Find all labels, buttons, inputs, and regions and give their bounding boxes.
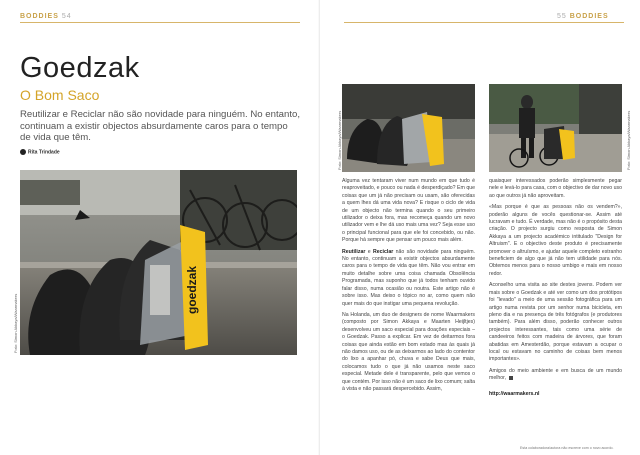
right-header-rule	[344, 22, 624, 23]
right-header-section: BODDIES	[569, 13, 609, 20]
col1-keyword-reciclar: Reciclar	[373, 248, 394, 255]
right-running-header	[557, 13, 609, 20]
bag-brand-text: goedzak	[185, 265, 199, 315]
cyclist-taking-bag-photo	[489, 84, 622, 172]
col1-paragraph-3: Na Holanda, um duo de designers de nome Waarmakers (composto por Simon Akkaya e Maarten Heijltjes) desenvolveu um saco especial para doações especiais – o Goedzak. Passo a explicar. Em vez de deitarmos fora coisas que ainda estão em bom estado mas às quais já não damos uso, ou de as deixarmos ao lado do contentor do lixo a apanhar pó, chuva e sabe Deus que mais, colocamos tudo o que já não usamos neste saco especial. Metade dele é transparente, pelo que vemos o que contém. Por isso não é um saco de lixo comum; salta à vista e não passará despercebido. Assim,	[342, 311, 475, 392]
body-column-2	[489, 178, 622, 398]
col2-paragraph-4-text: Amigos do meio ambiente e em busca de um mundo melhor,	[489, 367, 622, 382]
col2-paragraph-2: «Mas porque é que as pessoas não os vendem?», poderão alguns de vocês questionar-se. Assim até lucravam e tudo. É verdade, mas não é o propósito desta criação. O projecto surgiu como resposta de Simon Akkaya a um projecto académico intitulado "Design for Altruism". E o objectivo deste produto é precisamente promover o altruísmo, e ajudar aquele completo estranho beneficiem de algo que já não tem utilidade para nós. Obtemos menos para o nosso umbigo e mais em nosso redor.	[489, 204, 622, 277]
col1-paragraph-2	[342, 249, 475, 308]
top-left-photo-credit: Foto: Simon Akkaya/Waarmakers	[337, 110, 342, 170]
left-header-rule	[20, 22, 300, 23]
col1-keyword-reutilizar: Reutilizar	[342, 248, 366, 255]
article-title: Goedzak	[20, 52, 140, 84]
main-photo-credit: Foto: Simon Akkaya/Waarmakers	[13, 293, 18, 353]
goedzak-street-photo	[20, 170, 297, 355]
col2-paragraph-3: Aconselho uma visita ao site destes jovens. Podem ver mais sobre o Goedzak e até ver como um dos protótipos foi "levado" a meio de uma sessão fotográfica para um artigo numa revista por um senhor numa bicicleta, em pleno dia e na presença de três fotógrafos (e produtores também). Para além disso, poderão conhecer outros projectos interessantes, tais como uma série de candeeiros feitos com madeira de árvores, que foram abatidas em Amesterdão, porque estavam a ocupar o local ou estavam no caminho de coisas bem menos importantes».	[489, 282, 622, 363]
article-subtitle: O Bom Saco	[20, 87, 100, 103]
bag-on-sidewalk-photo	[342, 84, 475, 172]
main-photo	[20, 170, 297, 355]
left-running-header	[20, 13, 72, 20]
left-page-number: 54	[61, 13, 72, 20]
top-right-photo-credit: Foto: Simon Akkaya/Waarmakers	[626, 110, 631, 170]
author-icon	[20, 149, 26, 155]
col2-paragraph-1: quaisquer interessados poderão simplesmente pegar nele e levá-lo para casa, com o objectivo de dar novo uso ao que outros já não aproveitam.	[489, 178, 622, 199]
col1-paragraph-1: Alguma vez tentaram viver num mundo em que tudo é reaproveitado, e pouco ou nada é desperdiçado? Em que coisas que um já não precisam ou usam, são oferecidas a quem lhes dá uma vida nova? E risque o ciclo de vida de um objecto não termina quando o seu primeiro utilizador o deixa fora, mas recomeça quando um novo utilizador vem e lhe dá uso mais uma vez? Seja esse uso o principal funcional para que ele foi concebido, ou não. Porque há sempre que pensar um pouco mais além.	[342, 178, 475, 244]
end-of-article-icon	[509, 376, 513, 380]
photo-cyclist	[489, 84, 622, 172]
body-column-1	[342, 178, 475, 397]
col1-conjunction: e	[365, 248, 374, 255]
right-page-number: 55	[557, 13, 567, 20]
left-header-section: BODDIES	[20, 13, 59, 20]
author-name: Rita Trindade	[28, 149, 60, 156]
photo-bag-street	[342, 84, 475, 172]
author-byline	[20, 149, 60, 155]
col1-paragraph-2-rest: não são novidade para ninguém. No entanto, continuam a existir objectos absurdamente caros para o tempo de vida que têm. Não vou entrar em muito detalhe sobre uma coisa chamada Obsolência Programada, mas suponho que já todos tenham ouvido falar disso, numa ocasião ou noutra. Este artigo não é sobre isso. Mas deixo o tópico no ar, como quem não quer mais do que instigar uma pequena revolução.	[342, 248, 475, 307]
col2-paragraph-4	[489, 368, 622, 383]
waarmakers-link[interactable]: http://waarmakers.nl	[489, 390, 540, 397]
article-lede: Reutilizar e Reciclar não são novidade para ninguém. No entanto, continuam a existir objectos absurdamente caros para o tempo de vida que têm.	[20, 109, 300, 143]
author-footnote: Esta colaboradora/autora não escreve com o novo acordo.	[520, 446, 614, 450]
